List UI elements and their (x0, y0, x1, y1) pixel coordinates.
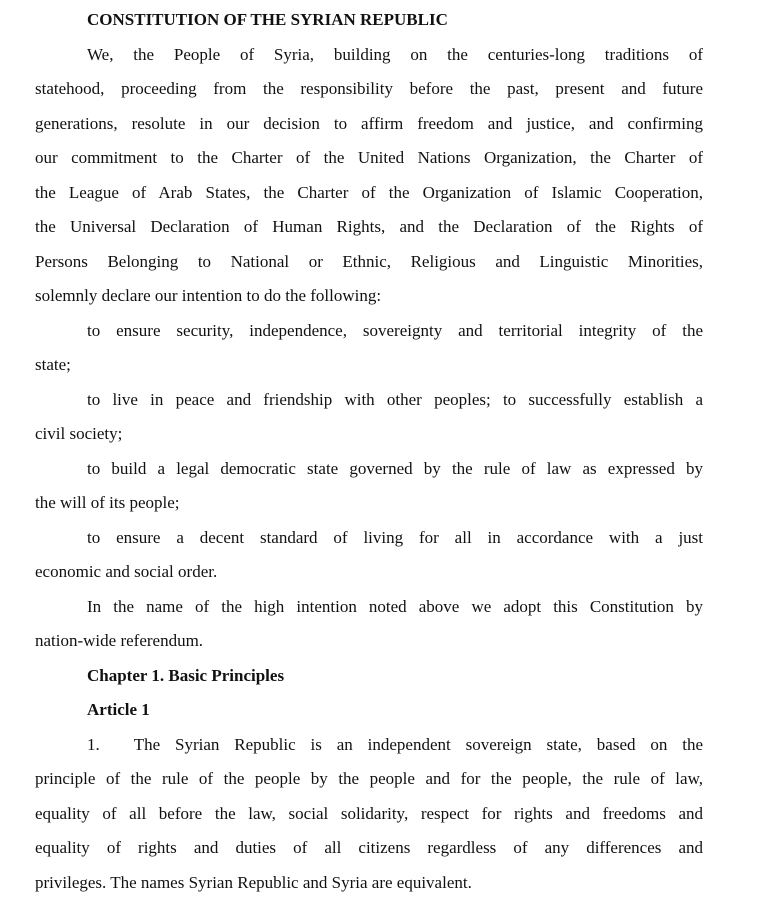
text-line: privileges. The names Syrian Republic and Syria are equivalent. (35, 872, 472, 892)
text-line: Persons Belonging to National or Ethnic, Religious and Linguistic Minorities, (35, 251, 703, 271)
text-line: to ensure a decent standard of living for all in accordance with a just (87, 527, 703, 547)
text-line: equality of rights and duties of all citizens regardless of any differences and (35, 838, 703, 857)
document-title: CONSTITUTION OF THE SYRIAN REPUBLIC (87, 10, 448, 29)
text-line: nation-wide referendum. (35, 631, 204, 650)
paragraph (35, 314, 703, 383)
paragraph (35, 521, 703, 590)
text-line: economic and social order. (35, 562, 218, 581)
paragraph (35, 452, 703, 521)
text-line: We, the People of Syria, building on the centuries-long traditions of (87, 44, 703, 64)
text-line: to build a legal democratic state governed by the rule of law as expressed by (87, 458, 703, 478)
text-line: principle of the rule of the people by the people and for the people, the rule of law, (35, 769, 703, 788)
document-body (35, 38, 703, 901)
paragraph (35, 383, 703, 452)
section-heading: Chapter 1. Basic Principles (87, 665, 285, 685)
text-line: generations, resolute in our decision to affirm freedom and justice, and confirming (35, 113, 703, 133)
text-line: solemnly declare our intention to do the following: (35, 286, 382, 305)
text-line: equality of all before the law, social solidarity, respect for rights and freedoms and (35, 803, 703, 823)
paragraph (35, 38, 703, 314)
text-line: to live in peace and friendship with other peoples; to successfully establish a (87, 389, 703, 409)
section-heading: Article 1 (87, 700, 150, 719)
text-line: the will of its people; (35, 493, 180, 512)
text-line: In the name of the high intention noted above we adopt this Constitution by (87, 596, 703, 616)
text-line: state; (35, 355, 71, 374)
text-line: 1. The Syrian Republic is an independent sovereign state, based on the (87, 734, 703, 754)
text-line: civil society; (35, 424, 123, 443)
text-line: the Universal Declaration of Human Rights, and the Declaration of the Rights of (35, 217, 703, 236)
text-line: our commitment to the Charter of the United Nations Organization, the Charter of (35, 148, 703, 167)
paragraph (35, 728, 703, 901)
document-page (35, 3, 703, 900)
text-line: to ensure security, independence, sovereignty and territorial integrity of the (87, 320, 703, 340)
paragraph (35, 590, 703, 659)
text-line: statehood, proceeding from the responsibility before the past, present and future (35, 79, 703, 98)
text-line: the League of Arab States, the Charter of the Organization of Islamic Cooperation, (35, 182, 703, 202)
